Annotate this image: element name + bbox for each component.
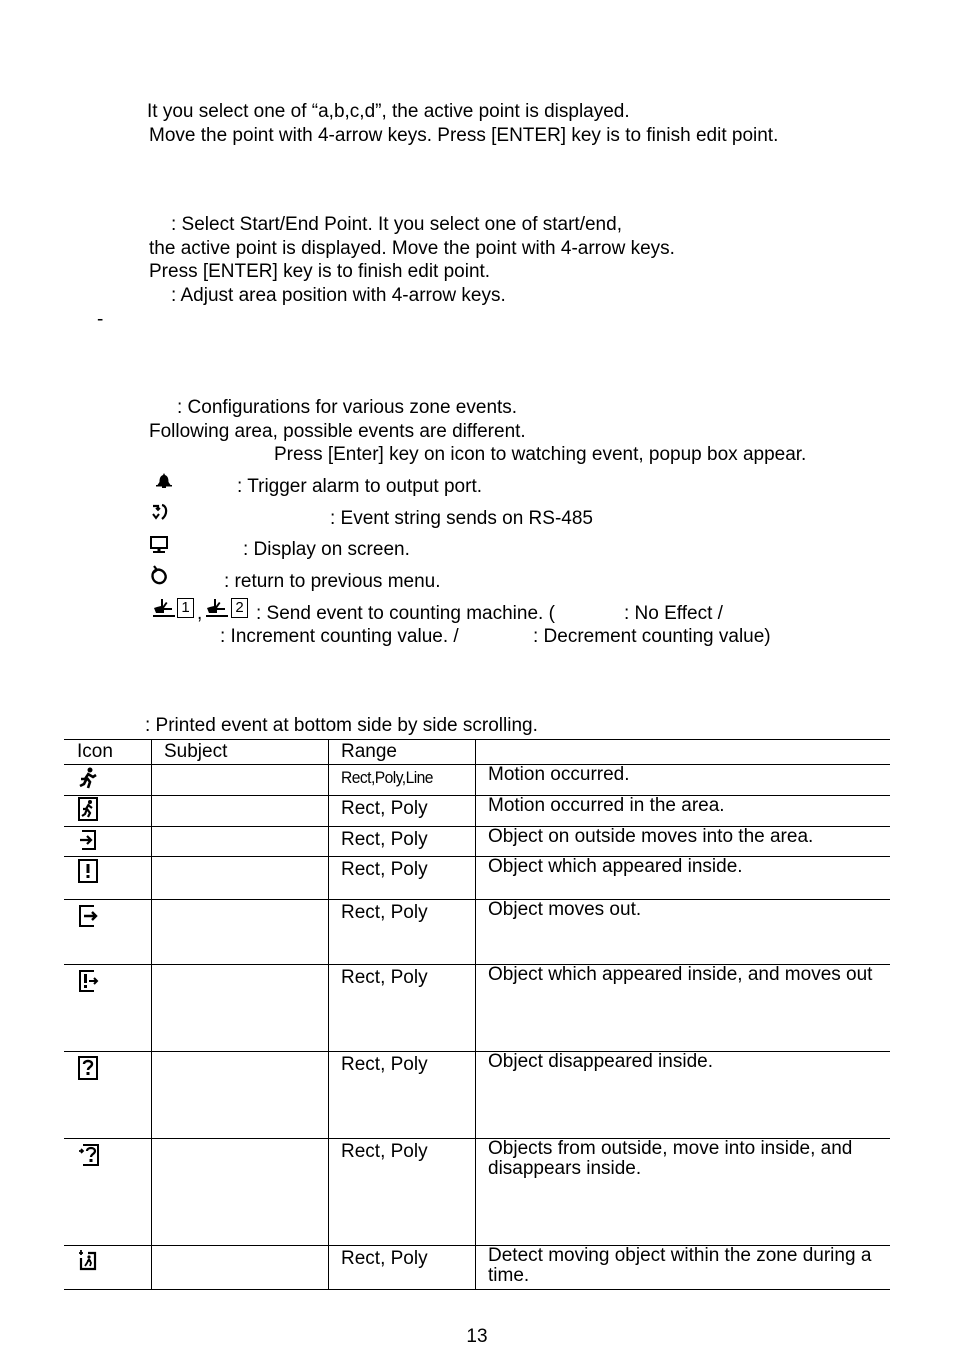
serial-event-icon bbox=[150, 502, 170, 522]
loiter-icon bbox=[78, 1249, 98, 1271]
bell-icon bbox=[153, 472, 175, 490]
description-cell: Object disappeared inside. bbox=[476, 1052, 891, 1139]
range-cell: Rect, Poly bbox=[329, 1246, 476, 1290]
appear-exit-icon bbox=[78, 969, 100, 993]
exit-area-icon bbox=[78, 904, 100, 928]
counter-hand-icon-2 bbox=[205, 598, 229, 620]
instruction-active-point: the active point is displayed. Move the point with 4-arrow keys. bbox=[149, 238, 675, 259]
description-cell: Object on outside moves into the area. bbox=[476, 827, 891, 857]
desc-return: : return to previous menu. bbox=[224, 571, 441, 592]
description-cell: Object which appeared inside, and moves out bbox=[476, 965, 891, 1052]
desc-no-effect: : No Effect / bbox=[624, 603, 723, 624]
description-cell: Motion occurred in the area. bbox=[476, 796, 891, 827]
instruction-select-point: It you select one of “a,b,c,d”, the active point is displayed. bbox=[147, 101, 630, 122]
range-cell: Rect, Poly bbox=[329, 857, 476, 900]
header-subject: Subject bbox=[152, 740, 329, 765]
table-row bbox=[64, 796, 890, 827]
table-row bbox=[64, 857, 890, 900]
instruction-start-end: : Select Start/End Point. It you select one of start/end, bbox=[171, 214, 622, 235]
range-cell: Rect, Poly bbox=[329, 1139, 476, 1246]
exclamation-box-icon bbox=[78, 859, 98, 883]
header-range: Range bbox=[329, 740, 476, 765]
desc-decrement: : Decrement counting value) bbox=[533, 626, 771, 647]
description-cell: Detect moving object within the zone during a time. bbox=[476, 1246, 891, 1290]
desc-display: : Display on screen. bbox=[243, 539, 410, 560]
desc-counting: : Send event to counting machine. ( bbox=[256, 603, 555, 624]
range-cell: Rect, Poly bbox=[329, 900, 476, 965]
counter-hand-icon-1 bbox=[152, 598, 176, 620]
table-row bbox=[64, 1052, 890, 1139]
comma-separator: , bbox=[197, 603, 203, 624]
enter-disappear-icon bbox=[78, 1143, 100, 1167]
instruction-adjust-area: : Adjust area position with 4-arrow keys. bbox=[171, 285, 506, 306]
range-cell: Rect, Poly bbox=[329, 965, 476, 1052]
table-row bbox=[64, 827, 890, 857]
header-description bbox=[476, 740, 891, 765]
event-table bbox=[64, 739, 890, 1290]
instruction-printed-event: : Printed event at bottom side by side scrolling. bbox=[145, 715, 538, 736]
monitor-icon bbox=[149, 535, 169, 555]
counter-box-1: 1 bbox=[177, 598, 194, 618]
range-cell: Rect,Poly,Line bbox=[341, 768, 433, 787]
range-cell: Rect, Poly bbox=[329, 1052, 476, 1139]
desc-increment: : Increment counting value. / bbox=[220, 626, 459, 647]
return-icon bbox=[149, 565, 169, 587]
description-cell: Motion occurred. bbox=[476, 765, 891, 796]
question-box-icon bbox=[78, 1056, 98, 1080]
running-man-icon bbox=[78, 767, 98, 789]
range-cell: Rect, Poly bbox=[329, 796, 476, 827]
table-row bbox=[64, 1139, 890, 1246]
range-cell: Rect, Poly bbox=[329, 827, 476, 857]
table-header-row bbox=[64, 740, 890, 765]
instruction-move-point: Move the point with 4-arrow keys. Press [ENTER] key is to finish edit point. bbox=[149, 125, 779, 146]
instruction-configurations: : Configurations for various zone events. bbox=[177, 397, 518, 418]
enter-area-icon bbox=[78, 829, 98, 851]
description-cell: Objects from outside, move into inside, and disappears inside. bbox=[476, 1139, 891, 1246]
instruction-finish-edit: Press [ENTER] key is to finish edit point. bbox=[149, 261, 491, 282]
instruction-following-area: Following area, possible events are different. bbox=[149, 421, 526, 442]
desc-rs485: : Event string sends on RS-485 bbox=[330, 508, 593, 529]
description-cell: Object moves out. bbox=[476, 900, 891, 965]
table-row bbox=[64, 1246, 890, 1290]
description-cell: Object which appeared inside. bbox=[476, 857, 891, 900]
page-number: 13 bbox=[466, 1326, 488, 1347]
table-row bbox=[64, 900, 890, 965]
running-man-box-icon bbox=[78, 797, 98, 821]
table-row bbox=[64, 965, 890, 1052]
bullet-dash: - bbox=[97, 309, 104, 330]
table-row bbox=[64, 765, 890, 796]
header-icon: Icon bbox=[64, 740, 152, 765]
desc-alarm: : Trigger alarm to output port. bbox=[237, 476, 483, 497]
counter-box-2: 2 bbox=[231, 598, 248, 618]
instruction-press-enter: Press [Enter] key on icon to watching event, popup box appear. bbox=[274, 444, 807, 465]
